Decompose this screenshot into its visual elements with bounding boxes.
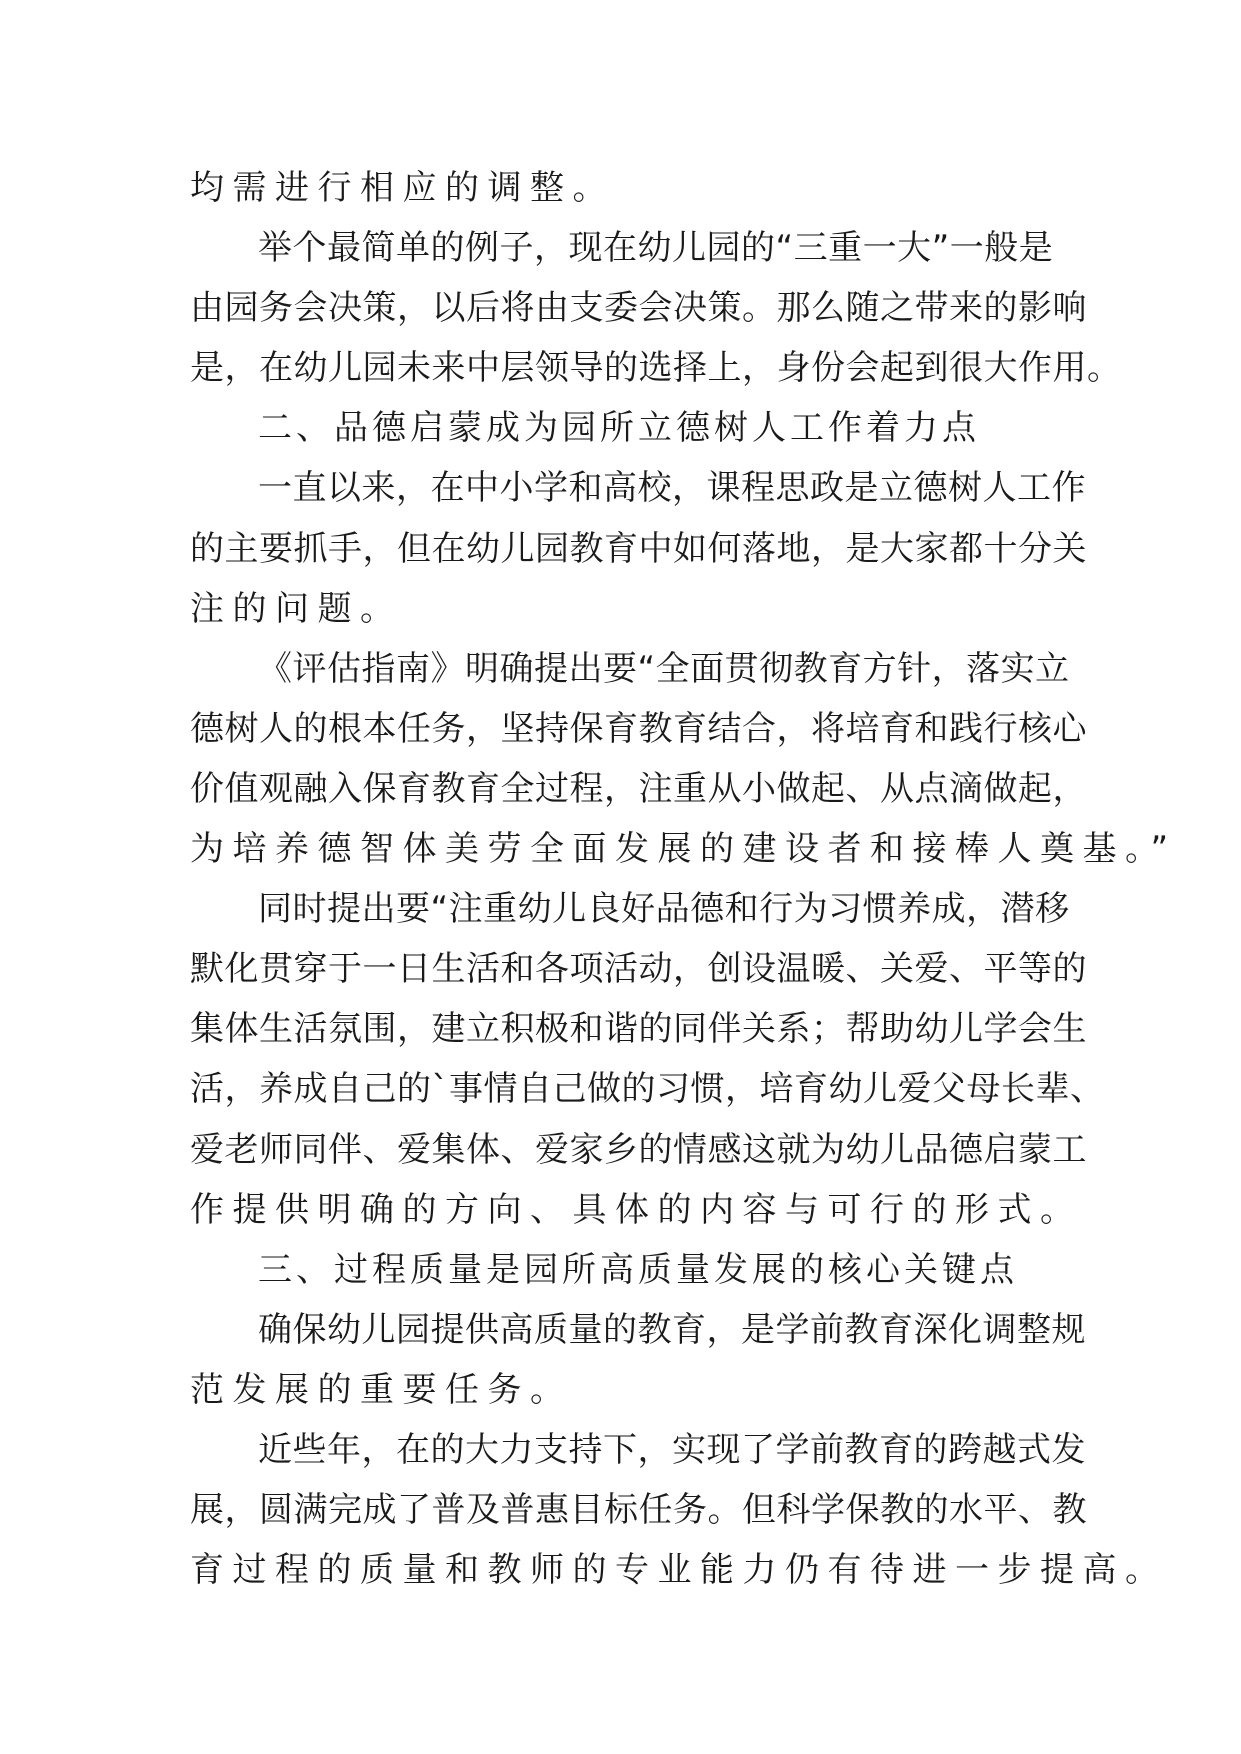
text-line: 集体生活氛围，建立积极和谐的同伴关系；帮助幼儿学会生 [190,1009,1087,1050]
text-line: 同时提出要“注重幼儿良好品德和行为习惯养成，潜移 [258,889,1070,930]
text-line: 爱老师同伴、爱集体、爱家乡的情感这就为幼儿品德启蒙工 [190,1129,1087,1170]
text-line: 《评估指南》明确提出要“全面贯彻教育方针，落实立 [258,648,1070,689]
text-line: 默化贯穿于一日生活和各项活动，创设温暖、关爱、平等的 [190,949,1087,990]
text-line: 范发展的重要任务。 [190,1369,573,1410]
text-line: 作提供明确的方向、具体的内容与可行的形式。 [190,1189,1083,1230]
text-line: 展，圆满完成了普及普惠目标任务。但科学保教的水平、教 [190,1490,1087,1531]
text-line: 育过程的质量和教师的专业能力仍有待进一步提高。 [190,1550,1168,1591]
text-line: 由园务会决策，以后将由支委会决策。那么随之带来的影响 [190,288,1087,329]
text-line: 活，养成自己的`事情自己做的习惯，培育幼儿爱父母长辈、 [190,1069,1105,1110]
text-line: 举个最简单的例子，现在幼儿园的“三重一大”一般是 [258,228,1054,269]
text-line: 注的问题。 [190,588,403,629]
text-line: 近些年，在的大力支持下，实现了学前教育的跨越式发 [258,1429,1086,1470]
text-line: 为培养德智体美劳全面发展的建设者和接棒人奠基。” [190,829,1177,870]
text-line: 均需进行相应的调整。 [190,168,615,208]
text-line: 确保幼儿园提供高质量的教育，是学前教育深化调整规 [258,1309,1086,1350]
section-heading: 二、品德启蒙成为园所立德树人工作着力点 [258,408,980,449]
text-line: 的主要抓手，但在幼儿园教育中如何落地，是大家都十分关 [190,528,1087,569]
text-line: 价值观融入保育教育全过程，注重从小做起、从点滴做起， [190,768,1087,809]
document-body [190,158,1177,1600]
text-line: 是，在幼儿园未来中层领导的选择上，身份会起到很大作用。 [190,348,1122,389]
text-line: 一直以来，在中小学和高校，课程思政是立德树人工作 [258,468,1086,509]
section-heading: 三、过程质量是园所高质量发展的核心关键点 [258,1249,1018,1290]
text-line: 德树人的根本任务，坚持保育教育结合，将培育和践行核心 [190,708,1087,749]
